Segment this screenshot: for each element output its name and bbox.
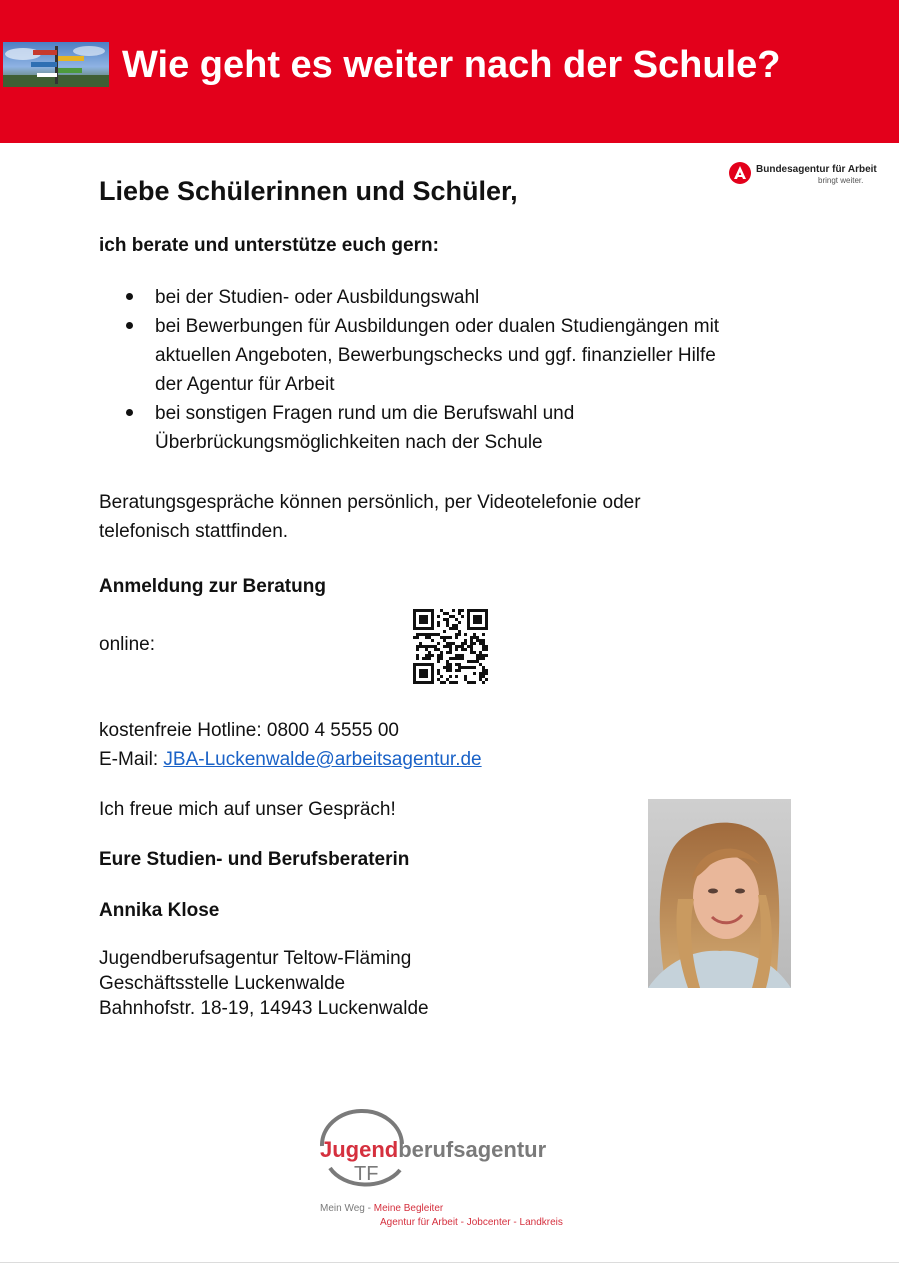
email-link[interactable]: JBA-Luckenwalde@arbeitsagentur.de	[163, 749, 482, 770]
list-item	[99, 312, 719, 399]
ba-logo	[729, 160, 889, 190]
address-block: Jugendberufsagentur Teltow-Fläming Geschäftsstelle Luckenwalde Bahnhofstr. 18-19, 14943 Luckenwalde	[99, 948, 429, 1019]
greeting-text: Ich freue mich auf unser Gespräch!	[99, 799, 396, 820]
online-label: online:	[99, 634, 155, 655]
logo-claim-line1	[320, 1203, 443, 1214]
signature-role: Eure Studien- und Berufsberaterin	[99, 849, 410, 870]
list-item	[99, 283, 719, 312]
signature-name: Annika Klose	[99, 900, 220, 921]
registration-qr-code[interactable]	[413, 609, 488, 684]
page-divider	[0, 1262, 899, 1263]
logo-wordmark	[320, 1137, 546, 1163]
ba-logo-name: Bundesagentur für Arbeit	[756, 164, 877, 175]
list-item-text: bei sonstigen Fragen rund um die Berufswahl und Überbrückungsmöglichkeiten nach der Schule	[155, 403, 575, 453]
logo-tf: TF	[354, 1163, 379, 1185]
signpost-image	[3, 42, 109, 87]
advisor-photo	[648, 799, 791, 988]
ba-logo-icon	[729, 162, 751, 184]
logo-claim-red: Meine Begleiter	[373, 1203, 444, 1214]
ba-logo-tagline: bringt weiter.	[818, 176, 864, 185]
email-line	[99, 749, 482, 771]
list-item-text: bei Bewerbungen für Ausbildungen oder dualen Studiengängen mit aktuellen Angeboten, Bewerbungschecks und ggf. finanzieller Hilfe der Agentur für Arbeit	[155, 316, 720, 395]
consultation-paragraph: Beratungsgespräche können persönlich, per Videotelefonie oder telefonisch stattfinden.	[99, 492, 641, 542]
email-label: E-Mail:	[99, 749, 159, 770]
bullet-icon	[126, 293, 133, 300]
intro-text: ich berate und unterstütze euch gern:	[99, 235, 439, 256]
service-list	[99, 283, 719, 457]
logo-word-red: Jugend	[320, 1137, 399, 1162]
bullet-icon	[126, 409, 133, 416]
list-item-text: bei der Studien- oder Ausbildungswahl	[155, 287, 480, 308]
header-banner	[0, 0, 899, 143]
list-item	[99, 399, 719, 457]
banner-title: Wie geht es weiter nach der Schule?	[122, 44, 781, 86]
registration-heading: Anmeldung zur Beratung	[99, 576, 326, 597]
logo-claim-line2: Agentur für Arbeit - Jobcenter - Landkreis	[380, 1217, 563, 1228]
hotline-text: kostenfreie Hotline: 0800 4 5555 00	[99, 720, 399, 741]
logo-word-grey: berufsagentur	[398, 1137, 547, 1162]
jugendberufsagentur-logo	[316, 1108, 596, 1233]
logo-claim-grey: Mein Weg -	[320, 1203, 374, 1214]
page-heading: Liebe Schülerinnen und Schüler,	[99, 176, 518, 206]
bullet-icon	[126, 322, 133, 329]
